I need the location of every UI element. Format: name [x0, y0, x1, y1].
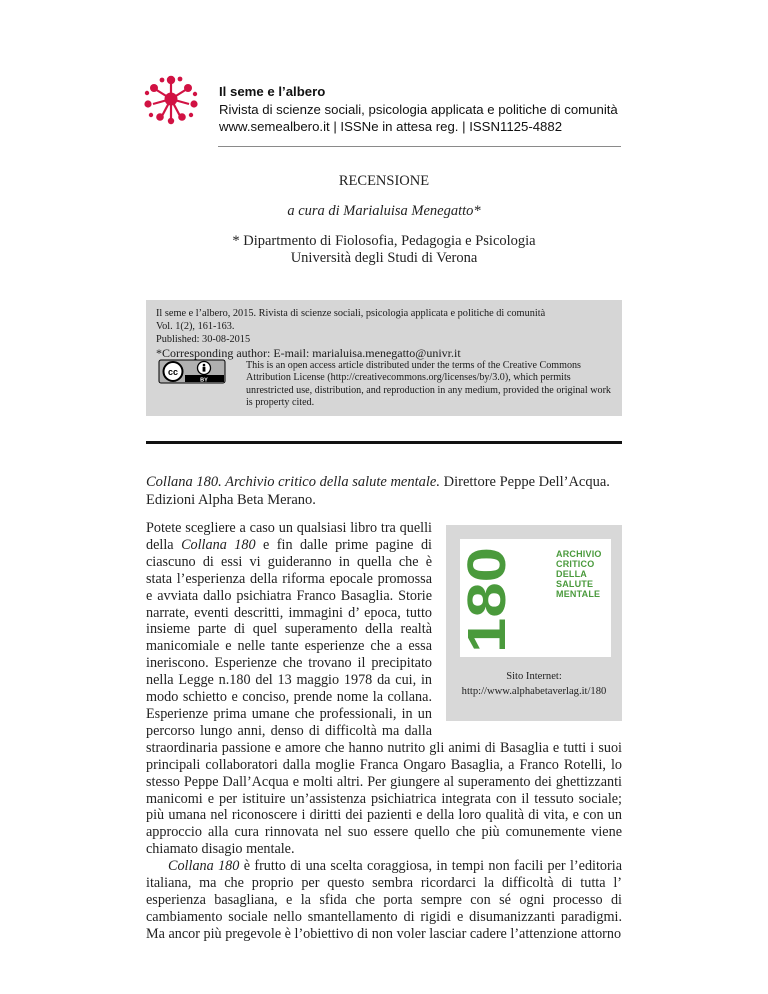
- body-paragraph: Potete scegliere a caso un qualsiasi libro tra quelli della Collana 180 e fin dalle prime pagine di ciascuno di essi vi guideranno in quella che è stata l’esperienza della riforma epocale promossa e avviata dallo psichiatra Franco Basaglia. Storie narrate, eventi descritti, immagini d’ epoca, tutto insieme parte di quel superamento della realtà manicomiale e nelle tante esperienze che a essa ineriscono. Esperienze che trovano il precipitato nella Legge n.180 del 13 maggio 1978 da cui, in modo schietto e conciso, prende nome la collana. Esperienze prima umane che professionali, in un percorso lungo anni, denso di difficoltà ma dalla straordinaria passione e amore che hanno nutrito gli animi di Basaglia e tutti i suoi principali collaboratori dalla moglie Franca Ongaro Basaglia, a Franco Rotelli, lo stesso Peppe Dall’Acqua e molti altri. Per giungere al superamento dei ghettizzanti manicomi e per istituire un’assistenza psichiatrica integrata con il tessuto sociale; più umana nel riconoscere i diritti dei pazienti e della loro qualità di vita, e con un approccio alla cura rinnovata nel suo essere quello che più comunemente viene chiamato disagio mentale.: [146, 520, 622, 858]
- body-paragraph: Collana 180 è frutto di una scelta coraggiosa, in tempi non facili per l’editoria italiana, ma che proprio per questo sembra ricordarci la difficoltà di tutta l’ esperienza basagliana, e la sfida che porta sempre con sé ogni processo di cambiamento sociale nello smantellamento di rigidi e disumanizzanti paradigmi. Ma ancor più pregevole è l’obiettivo di non voler lasciar cadere l’attenzione attorno: [146, 858, 622, 942]
- cc-by-license-icon: [159, 360, 225, 383]
- figure-caption-url: http://www.alphabetaverlag.it/180: [461, 686, 607, 697]
- figure-label-line: SALUTE: [556, 579, 594, 589]
- affiliation-department: * Dipartmento di Fiolosofia, Pedagogia e Psicologia: [232, 233, 536, 249]
- published-date: Published: 30-08-2015: [156, 334, 251, 345]
- license-text: This is an open access article distributed under the terms of the Creative Commons Attribution License (http://creativecommons.org/licenses/by/3.0), which permits unrestricted use, distribution, and reproduction in any medium, provided the original work is property cited.: [246, 360, 611, 409]
- book-title-line: [146, 474, 610, 491]
- section-divider: [146, 441, 622, 444]
- figure-label-line: ARCHIVIO: [556, 549, 602, 559]
- number-180-logo-icon: [457, 543, 517, 655]
- journal-subtitle: Rivista di scienze sociali, psicologia applicata e politiche di comunità: [219, 102, 618, 117]
- article-editor: a cura di Marialuisa Menegatto*: [287, 203, 481, 219]
- svg-text:BY: BY: [200, 377, 208, 384]
- book-publisher: Edizioni Alpha Beta Merano.: [146, 492, 316, 508]
- affiliation-university: Università degli Studi di Verona: [290, 250, 478, 266]
- book-series-title: Collana 180. Archivio critico della salute mentale.: [146, 474, 440, 490]
- review-body: [146, 520, 622, 943]
- book-director: Direttore Peppe Dell’Acqua.: [440, 474, 610, 490]
- article-kind: RECENSIONE: [338, 173, 430, 189]
- header-divider: [218, 146, 621, 147]
- citation-infobox: [146, 300, 622, 416]
- collana-180-figure: [446, 525, 622, 721]
- collana-180-logo: [457, 539, 611, 657]
- network-tree-logo-icon: [143, 73, 199, 125]
- journal-web-info: www.semealbero.it | ISSNe in attesa reg. | ISSN1125-4882: [219, 119, 563, 134]
- journal-name: Il seme e l’albero: [219, 84, 326, 99]
- corresponding-author: *Corresponding author: E-mail: marialuisa.menegatto@univr.it: [156, 346, 461, 360]
- citation-line: Il seme e l’albero, 2015. Rivista di scienze sociali, psicologia applicata e politiche di comunità: [156, 308, 546, 319]
- figure-label-line: DELLA: [556, 569, 587, 579]
- figure-label-line: CRITICO: [556, 559, 595, 569]
- figure-label-line: MENTALE: [556, 589, 601, 599]
- svg-text:cc: cc: [167, 367, 179, 377]
- figure-caption-label: Sito Internet:: [506, 671, 562, 682]
- svg-text:180: 180: [457, 562, 517, 653]
- volume-line: Vol. 1(2), 161-163.: [156, 321, 235, 332]
